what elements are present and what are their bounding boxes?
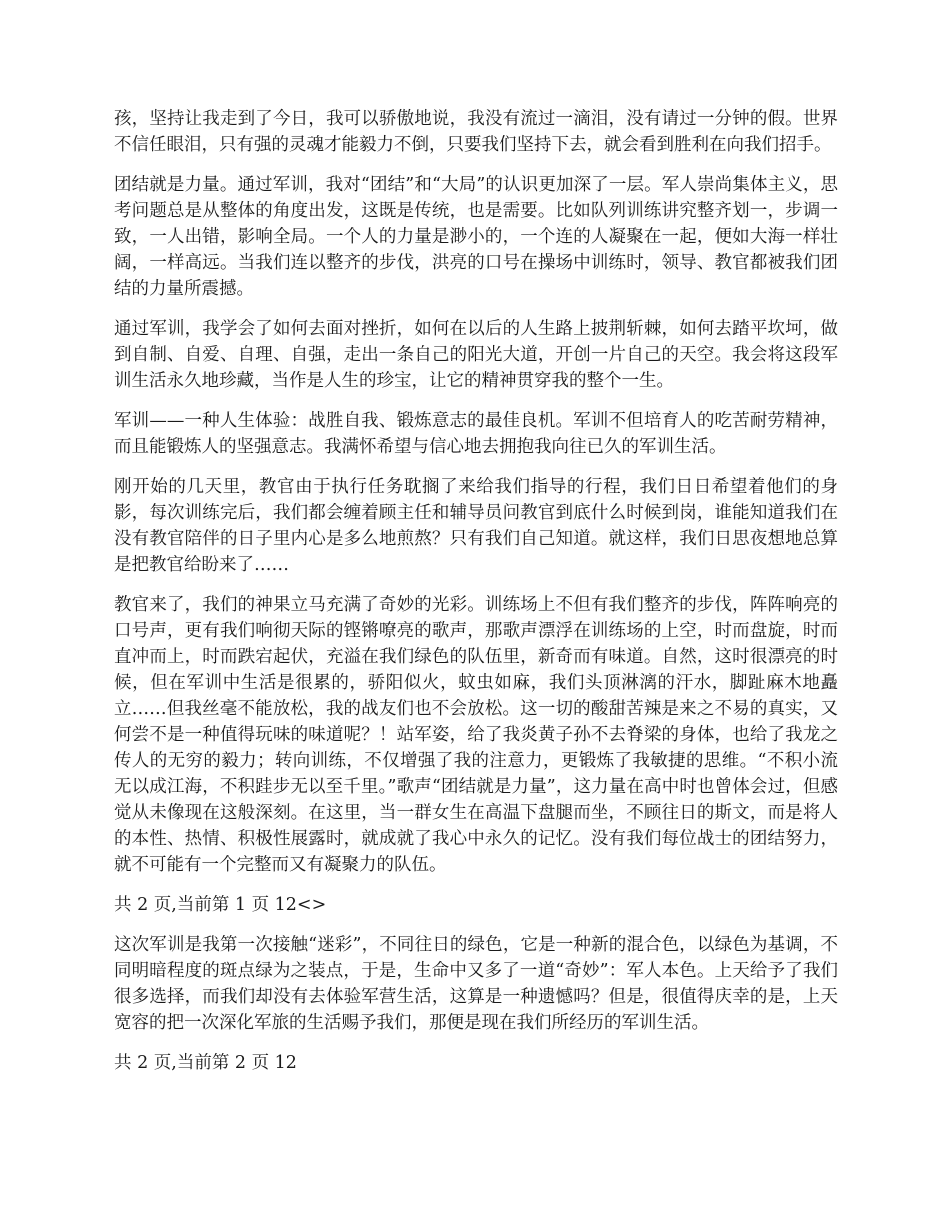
paragraph: 团结就是力量。通过军训，我对“团结”和“大局”的认识更加深了一层。军人崇尚集体主义，思考问题总是从整体的角度出发，这既是传统，也是需要。比如队列训练讲究整齐划一，步调一致，一人出错，影响全局。一个人的力量是渺小的，一个连的人凝聚在一起，便如大海一样壮阔，一样高远。当我们连以整齐的步伐，洪亮的口号在操场中训练时，领导、教官都被我们团结的力量所震撼。	[114, 175, 838, 299]
paragraph: 教官来了，我们的神果立马充满了奇妙的光彩。训练场上不但有我们整齐的步伐，阵阵响亮的口号声，更有我们响彻天际的铿锵嘹亮的歌声，那歌声漂浮在训练场的上空，时而盘旋，时而直冲而上，时而跌宕起伏，充溢在我们绿色的队伍里，新奇而有味道。自然，这时很漂亮的时候，但在军训中生活是很累的，骄阳似火，蚊虫如麻，我们头顶淋漓的汗水，脚趾麻木地矗立……但我丝毫不能放松，我的战友们也不会放松。这一切的酸甜苦辣是来之不易的真实，又何尝不是一种值得玩味的味道呢？！站军姿，给了我炎黄子孙不去脊梁的身体，也给了我龙之传人的无穷的毅力；转向训练，不仅增强了我的注意力，更锻炼了我敏捷的思维。“不积小流无以成江海，不积跬步无以至千里。”歌声“团结就是力量”，这力量在高中时也曾体会过，但感觉从未像现在这般深刻。在这里，当一群女生在高温下盘腿而坐，不顾往日的斯文，而是将人的本性、热情、积极性展露时，就成就了我心中永久的记忆。没有我们每位战士的团结努力，就不可能有一个完整而又有凝聚力的队伍。	[114, 595, 838, 875]
paragraph: 这次军训是我第一次接触“迷彩”，不同往日的绿色，它是一种新的混合色，以绿色为基调，不同明暗程度的斑点绿为之装点，于是，生命中又多了一道“奇妙”：军人本色。上天给予了我们很多选择，而我们却没有去体验军营生活，这算是一种遗憾吗？但是，很值得庆幸的是，上天宽容的把一次深化军旅的生活赐予我们，那便是现在我们所经历的军训生活。	[114, 935, 838, 1033]
paragraph: 军训——一种人生体验：战胜自我、锻炼意志的最佳良机。军训不但培育人的吃苦耐劳精神，而且能锻炼人的坚强意志。我满怀希望与信心地去拥抱我向往已久的军训生活。	[114, 411, 838, 457]
paragraph: 孩，坚持让我走到了今日，我可以骄傲地说，我没有流过一滴泪，没有请过一分钟的假。世界不信任眼泪，只有强的灵魂才能毅力不倒，只要我们坚持下去，就会看到胜利在向我们招手。	[114, 109, 838, 155]
paragraph: 刚开始的几天里，教官由于执行任务耽搁了来给我们指导的行程，我们日日希望着他们的身影，每次训练完后，我们都会缠着顾主任和辅导员问教官到底什么时候到岗，谁能知道我们在没有教官陪伴的日子里内心是多么地煎熬？只有我们自己知道。就这样，我们日思夜想地总算是把教官给盼来了……	[114, 477, 838, 575]
page-indicator: 共 2 页,当前第 2 页 12	[114, 1053, 297, 1073]
document-body	[114, 106, 838, 1090]
page-indicator: 共 2 页,当前第 1 页 12<>	[114, 895, 327, 915]
paragraph: 通过军训，我学会了如何去面对挫折，如何在以后的人生路上披荆斩棘，如何去踏平坎坷，做到自制、自爱、自理、自强，走出一条自己的阳光大道，开创一片自己的天空。我会将这段军训生活永久地珍藏，当作是人生的珍宝，让它的精神贯穿我的整个一生。	[114, 319, 838, 391]
